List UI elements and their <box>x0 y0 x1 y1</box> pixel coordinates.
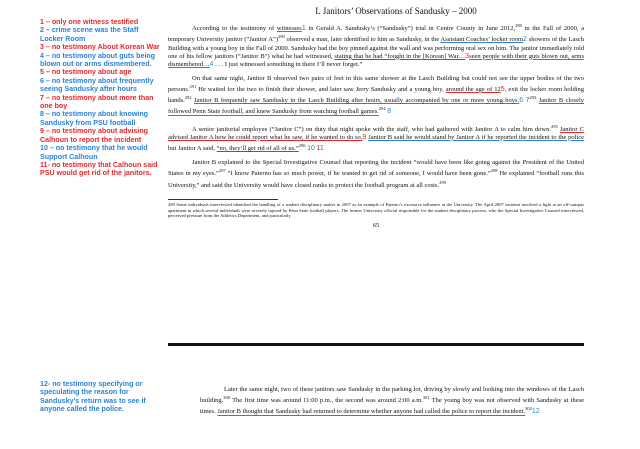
highlight-support: Janitor B said he would stand by Janitor A if he reported the incident to the police <box>368 133 585 141</box>
page-number: 65 <box>372 222 380 230</box>
footnote-ref: 296 <box>298 142 306 148</box>
footnote-ref: 292 <box>184 95 192 101</box>
footnote-ref: 294 <box>378 106 386 112</box>
marker-12: 12 <box>531 408 540 416</box>
marker-5: 5 <box>500 86 505 94</box>
highlight-korean-war: stating that he had “fought in the [Korean] War… <box>334 52 466 60</box>
annotation-note: 7 – no testimony about more than one boy <box>40 93 154 111</box>
marker-11: 11 <box>316 145 324 153</box>
annotation-note: 2 – crime scene was the Staff Locker Room <box>40 26 139 43</box>
highlight-witnesses: witnesses <box>276 25 302 33</box>
text: but Janitor A said, <box>168 145 217 153</box>
page-break-divider <box>168 343 584 346</box>
footnote-ref: 298 <box>490 168 498 174</box>
highlight-football: Janitor B closely followed Penn State football, and knew Sandusky from watching football games. <box>168 97 585 116</box>
footnote-289: 289 Some individuals interviewed identified the handling of a student disciplinary matter in 2007 as an example of Paterno’s excessive influence at the University. The April 2007 incident involved a fight at an off-campus apartment in which several individuals were severely injured by Penn State football players. The former University official responsible for the student disciplinary process, who the Special Investigative Counsel interviewed, perceived pressure from the Athletics Department, and particularly <box>168 201 584 219</box>
paragraph-4 <box>168 159 584 190</box>
annotation-note: 6 – no testimony about frequently seeing Sandusky after hours <box>40 76 154 94</box>
highlight-frequently: Janitor B frequently saw Sandusky in the Lasch Building after hours, usually accompanied by one or more young boys. <box>194 97 520 105</box>
footnote-ref: 297 <box>218 168 226 174</box>
annotation-note: 5 – no testimony about age <box>40 68 132 77</box>
footnote-ref: 299 <box>439 179 446 185</box>
annotation-note: 1 – only one witness testified <box>40 18 139 26</box>
footnote-ref: 290 <box>278 34 285 40</box>
footnote-ref: 302 <box>525 406 532 412</box>
highlight-guts: seen people with their guts blown out, arms dismembered… <box>168 52 585 68</box>
marker-2: 2 <box>523 36 528 44</box>
highlight-age: around the age of 12 <box>445 86 501 94</box>
marker-9: 9 <box>362 133 367 141</box>
annotation-note: 11- no testimony that Calhoun said PSU would get rid of the janitors. <box>40 160 158 178</box>
paragraph-5 <box>200 386 584 417</box>
text: The young boy was not observed with Sandusky at these times. <box>200 397 585 416</box>
text: , exit the locker room holding hands. <box>168 86 585 105</box>
footnote-ref: 291 <box>189 83 197 89</box>
text: According to the testimony of <box>192 25 277 33</box>
footnote-ref: 300 <box>223 395 231 401</box>
highlight-locker-room: Assistant Coaches’ locker room <box>440 36 524 44</box>
annotation-note: 12- no testimony specifying or speculating the reason for Sandusky’s return was to see if anyone called the police. <box>40 380 146 414</box>
text: On that same night, Janitor B observed two pairs of feet in this same shower at the Lasch Building but could not see the upper bodies of the two persons. <box>168 74 584 94</box>
marker-1: 1 <box>301 25 306 33</box>
text: . . . I just witnessed something in there I’ll never forget.” <box>213 60 363 68</box>
marker-10: 10 <box>307 145 315 153</box>
text: Later the same night, two of these janitors saw Sandusky in the parking lot, driving by slowly and looking into the windows of the Lasch building. <box>200 386 584 405</box>
highlight-get-rid: “no, they’ll get rid of all of us.” <box>216 145 299 153</box>
annotation-note: 9 – no testimony about advising Calhoun to report the incident <box>40 127 148 144</box>
text: in Gerald A. Sandusky’s (“Sandusky”) trial in Centre County in June 2012, <box>305 25 516 33</box>
highlight-advised: Janitor C advised Janitor A how he could report what he saw, if he wanted to do so. <box>168 125 585 141</box>
annotation-note: 3 – no testimony About Korean War <box>40 43 160 52</box>
text: observed a man, later identified to him as Sandusky, in the <box>284 36 441 44</box>
section-heading: I. Janitors’ Observations of Sandusky – 2000 <box>315 6 477 16</box>
text: A senior janitorial employee (“Janitor C”) on duty that night spoke with the staff, who had gathered with Janitor A to calm him down. <box>192 125 551 133</box>
annotation-note: 4 – no testimony about guts being blown out or arms dismembered. <box>40 51 156 69</box>
paragraph-2 <box>168 75 584 117</box>
marker-6: 6 <box>519 97 524 105</box>
marker-7: 7 <box>525 97 530 105</box>
text: showers of the Lasch Building with a young boy in the Fall of 2000. Sandusky had the boy pinned against the wall and was performing oral sex on him. The janitor immediately told one of his fellow janitors (“Janitor B”) what he had witnessed, <box>168 36 585 60</box>
marker-3: 3 <box>465 52 470 60</box>
annotation-note: 10 – no testimony that he would Support Calhoun <box>40 144 148 161</box>
text: He waited for the two to finish their shower, and later saw Jerry Sandusky and a young boy, <box>196 86 446 94</box>
text: The first time was around 11:00 p.m., the second was around 2:00 a.m. <box>230 397 423 405</box>
marker-4: 4 <box>209 60 214 68</box>
paragraph-3 <box>168 123 584 154</box>
marker-8: 8 <box>387 108 392 116</box>
text: Janitor B explained to the Special Investigative Counsel that reporting the incident “would have been like going against the President of the United States in my eyes.” <box>168 159 584 178</box>
text: in the Fall of 2000, a temporary University janitor (“Janitor A”) <box>168 25 585 44</box>
footnote-ref: 301 <box>422 395 430 401</box>
annotation-note: 8 – no testimony about knowing Sandusky from PSU football <box>40 110 148 127</box>
highlight-returned: Janitor B thought that Sandusky had returned to determine whether anyone had called the police to report the incident. <box>217 408 526 416</box>
text: “I know Paterno has so much power, if he wanted to get rid of someone, I would have been gone.” <box>225 170 491 178</box>
footnote-ref: 293 <box>529 95 537 101</box>
footnote-ref: 289 <box>515 23 522 28</box>
annotations-bottom <box>40 380 160 414</box>
footnote-divider <box>168 199 278 200</box>
text: He explained “football runs this University,” and said the University would have closed ranks to protect the football program at all costs. <box>168 170 584 189</box>
document-page-2 <box>200 386 584 417</box>
document-page <box>168 6 584 229</box>
annotations-top <box>40 18 160 178</box>
paragraph-1 <box>168 22 584 69</box>
footnote-ref: 295 <box>550 123 558 129</box>
